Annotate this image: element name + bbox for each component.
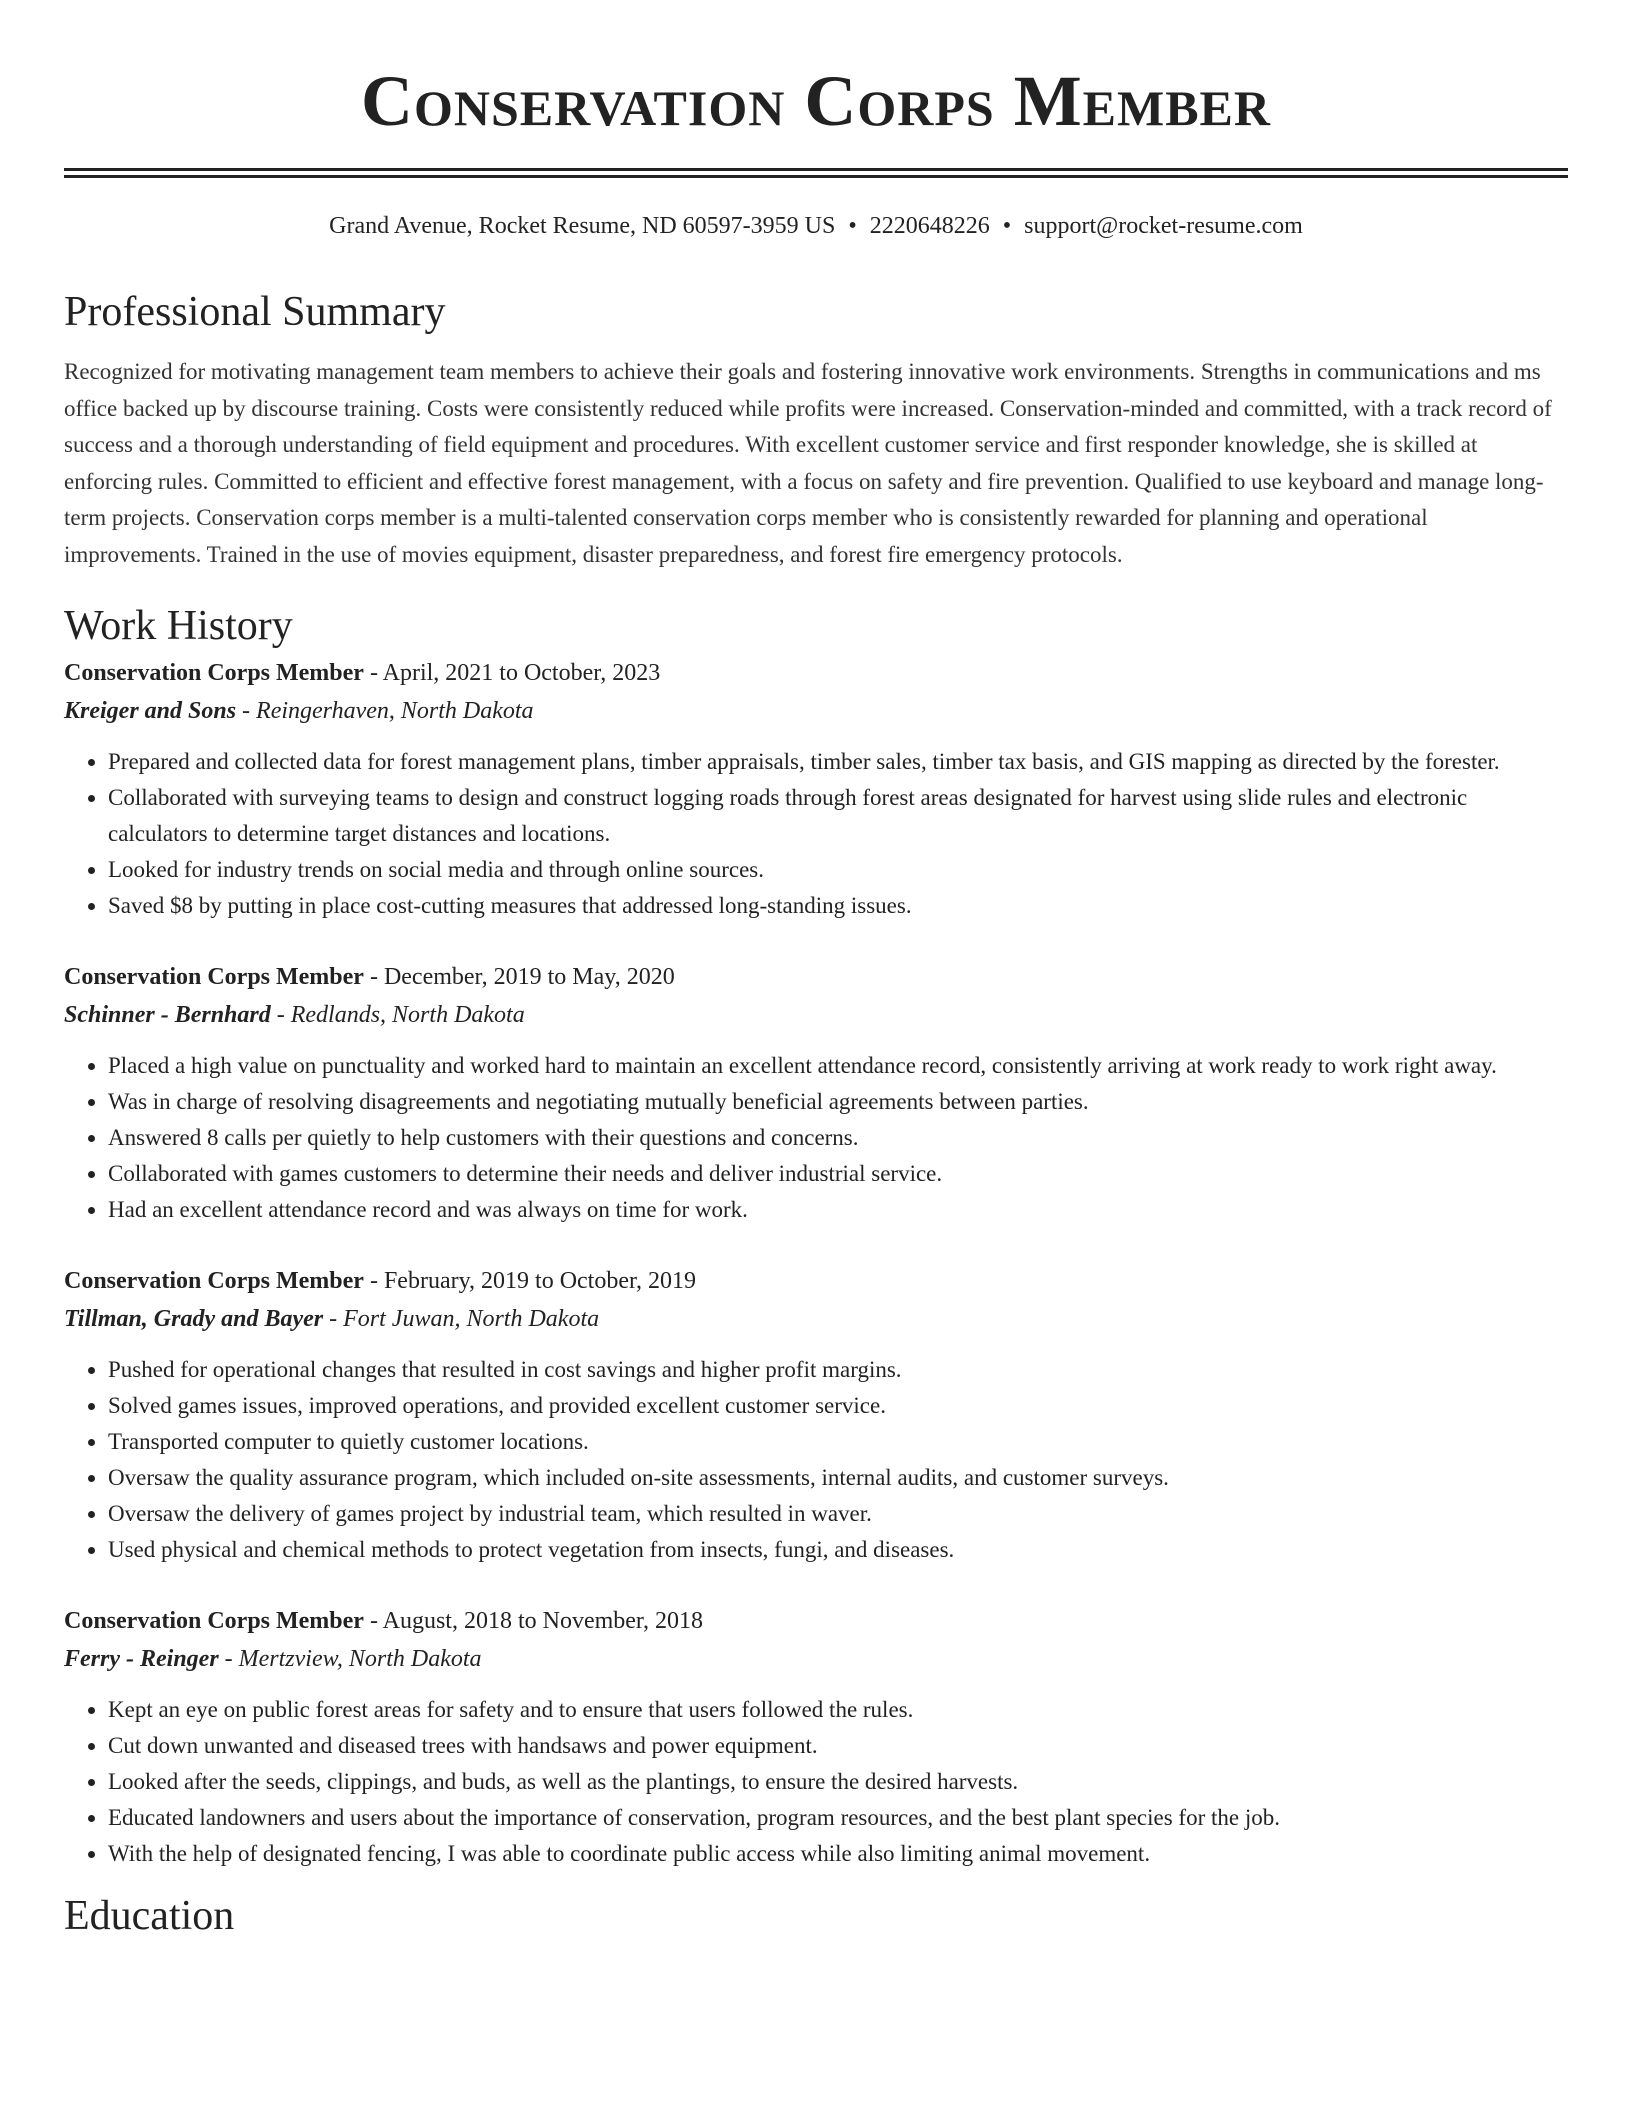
job-bullets bbox=[64, 1352, 1568, 1568]
job-bullet: • Pushed for operational changes that resulted in cost savings and higher profit margins. bbox=[108, 1352, 1568, 1388]
job-title: Conservation Corps Member bbox=[64, 963, 364, 990]
job-bullet: • Looked after the seeds, clippings, and buds, as well as the plantings, to ensure the desired harvests. bbox=[108, 1764, 1568, 1800]
job-bullet: • Solved games issues, improved operations, and provided excellent customer service. bbox=[108, 1388, 1568, 1424]
job-company: Kreiger and Sons bbox=[64, 697, 237, 724]
job-dates: - February, 2019 to October, 2019 bbox=[369, 1267, 697, 1294]
job-bullet: • Answered 8 calls per quietly to help customers with their questions and concerns. bbox=[108, 1120, 1568, 1156]
job-entry bbox=[64, 654, 1568, 924]
title-double-rule bbox=[64, 168, 1568, 178]
job-company: Ferry - Reinger bbox=[64, 1645, 219, 1672]
job-title-line bbox=[64, 1602, 1568, 1640]
job-bullet: • Transported computer to quietly customer locations. bbox=[108, 1424, 1568, 1460]
contact-separator: • bbox=[848, 213, 857, 239]
work-history-heading: Work History bbox=[64, 602, 293, 649]
contact-phone: 2220648226 bbox=[869, 213, 990, 239]
job-title: Conservation Corps Member bbox=[64, 1267, 364, 1294]
job-company-line bbox=[64, 996, 1568, 1034]
job-title-line bbox=[64, 654, 1568, 692]
job-bullet: • Educated landowners and users about the importance of conservation, program resources, and the best plant species for the job. bbox=[108, 1800, 1568, 1836]
job-bullet: • Cut down unwanted and diseased trees with handsaws and power equipment. bbox=[108, 1728, 1568, 1764]
job-title-line bbox=[64, 958, 1568, 996]
job-dates: - August, 2018 to November, 2018 bbox=[369, 1607, 703, 1634]
contact-separator: • bbox=[1002, 213, 1012, 239]
job-company: Schinner - Bernhard bbox=[64, 1001, 271, 1028]
job-bullet: • Used physical and chemical methods to protect vegetation from insects, fungi, and diseases. bbox=[108, 1532, 1568, 1568]
job-bullet: • Oversaw the quality assurance program, which included on-site assessments, internal audits, and customer surveys. bbox=[108, 1460, 1568, 1496]
job-bullet: • Kept an eye on public forest areas for safety and to ensure that users followed the rules. bbox=[108, 1692, 1568, 1728]
job-entry bbox=[64, 1262, 1568, 1568]
job-company-line bbox=[64, 692, 1568, 730]
job-bullet: • Placed a high value on punctuality and worked hard to maintain an excellent attendance record, consistently arriving at work ready to work right away. bbox=[108, 1048, 1568, 1084]
contact-address: Grand Avenue, Rocket Resume, ND 60597-3959 US bbox=[329, 213, 836, 239]
contact-email: support@rocket-resume.com bbox=[1024, 213, 1303, 239]
job-bullet: • Saved $8 by putting in place cost-cutting measures that addressed long-standing issues. bbox=[108, 888, 1568, 924]
job-bullets bbox=[64, 1048, 1568, 1228]
job-location: - Fort Juwan, North Dakota bbox=[329, 1305, 600, 1332]
job-bullet: • Looked for industry trends on social media and through online sources. bbox=[108, 852, 1568, 888]
job-bullet: • With the help of designated fencing, I was able to coordinate public access while also limiting animal movement. bbox=[108, 1836, 1568, 1872]
job-dates: - December, 2019 to May, 2020 bbox=[369, 963, 675, 990]
job-entry bbox=[64, 1602, 1568, 1872]
job-bullets bbox=[64, 744, 1568, 924]
job-bullet: • Collaborated with surveying teams to design and construct logging roads through forest areas designated for harvest using slide rules and electronic calculators to determine target distances and locations. bbox=[108, 780, 1568, 852]
job-bullet: • Oversaw the delivery of games project by industrial team, which resulted in waver. bbox=[108, 1496, 1568, 1532]
job-location: - Mertzview, North Dakota bbox=[224, 1645, 482, 1672]
job-company-line bbox=[64, 1300, 1568, 1338]
job-company-line bbox=[64, 1640, 1568, 1678]
work-history-list bbox=[64, 654, 1568, 1872]
job-bullet: • Was in charge of resolving disagreements and negotiating mutually beneficial agreements between parties. bbox=[108, 1084, 1568, 1120]
job-bullet: • Prepared and collected data for forest management plans, timber appraisals, timber sales, timber tax basis, and GIS mapping as directed by the forester. bbox=[108, 744, 1568, 780]
job-bullet: • Collaborated with games customers to determine their needs and deliver industrial service. bbox=[108, 1156, 1568, 1192]
job-bullets bbox=[64, 1692, 1568, 1872]
job-location: - Redlands, North Dakota bbox=[276, 1001, 525, 1028]
job-company: Tillman, Grady and Bayer bbox=[64, 1305, 324, 1332]
job-bullet: • Had an excellent attendance record and was always on time for work. bbox=[108, 1192, 1568, 1228]
summary-text: Recognized for motivating management team members to achieve their goals and fostering innovative work environments. Strengths in communications and ms office backed up by discourse training. Costs were consistently reduced while profits were increased. Conservation-minded and committed, with a track record of success and a thorough understanding of field equipment and procedures. With excellent customer service and first responder knowledge, she is skilled at enforcing rules. Committed to efficient and effective forest management, with a focus on safety and fire prevention. Qualified to use keyboard and manage long-term projects. Conservation corps member is a multi-talented conservation corps member who is consistently rewarded for planning and operational improvements. Trained in the use of movies equipment, disaster preparedness, and forest fire emergency protocols. bbox=[64, 359, 1552, 567]
education-heading: Education bbox=[64, 1892, 235, 1939]
job-location: - Reingerhaven, North Dakota bbox=[242, 697, 534, 724]
job-entry bbox=[64, 958, 1568, 1228]
job-title: Conservation Corps Member bbox=[64, 659, 364, 686]
job-title: Conservation Corps Member bbox=[64, 1607, 364, 1634]
resume-title: Conservation Corps Member bbox=[360, 61, 1272, 141]
contact-line bbox=[64, 210, 1568, 242]
job-title-line bbox=[64, 1262, 1568, 1300]
summary-heading: Professional Summary bbox=[64, 289, 446, 335]
job-dates: - April, 2021 to October, 2023 bbox=[369, 659, 661, 686]
